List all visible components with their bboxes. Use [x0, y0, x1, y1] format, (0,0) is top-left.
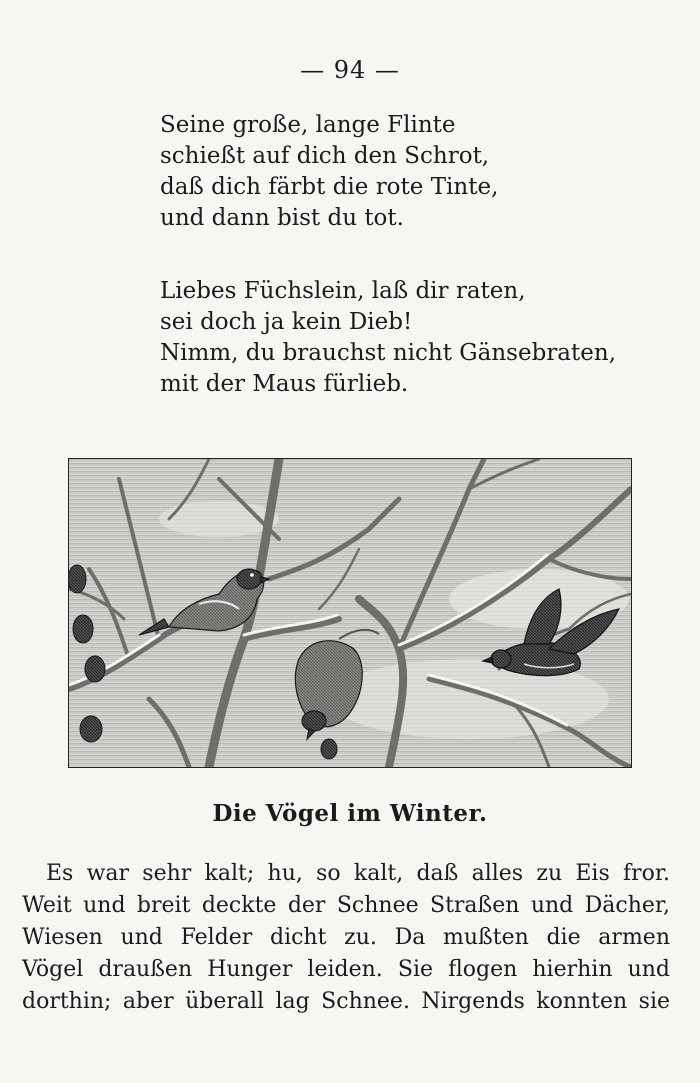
- winter-birds-illustration: [68, 458, 632, 768]
- poem-line: schießt auf dich den Schrot,: [160, 143, 490, 169]
- poem-line: mit der Maus fürlieb.: [160, 371, 409, 397]
- story-line: dorthin; aber überall lag Schnee. Nirgends konnten sie: [22, 989, 670, 1014]
- story-line: Es war sehr kalt; hu, so kalt, daß alles zu Eis fror.: [46, 861, 670, 886]
- poem-stanza-1: [160, 110, 640, 234]
- story-title: Die Vögel im Winter.: [212, 800, 488, 827]
- story-line: Wiesen und Felder dicht zu. Da mußten die armen: [22, 925, 670, 950]
- poem-line: und dann bist du tot.: [160, 205, 404, 231]
- poem-line: Nimm, du brauchst nicht Gänsebraten,: [160, 340, 617, 366]
- poem-line: sei doch ja kein Dieb!: [160, 309, 413, 335]
- poem-line: Liebes Füchslein, laß dir raten,: [160, 278, 526, 304]
- story-text: [22, 858, 670, 1018]
- poem-line: daß dich färbt die rote Tinte,: [160, 174, 499, 200]
- story-line: Vögel draußen Hunger leiden. Sie flogen hierhin und: [22, 957, 670, 982]
- page-number: — 94 —: [300, 56, 400, 84]
- poem-stanza-2: [160, 276, 640, 400]
- story-line: Weit und breit deckte der Schnee Straßen und Dächer,: [22, 893, 670, 918]
- poem-line: Seine große, lange Flinte: [160, 112, 456, 138]
